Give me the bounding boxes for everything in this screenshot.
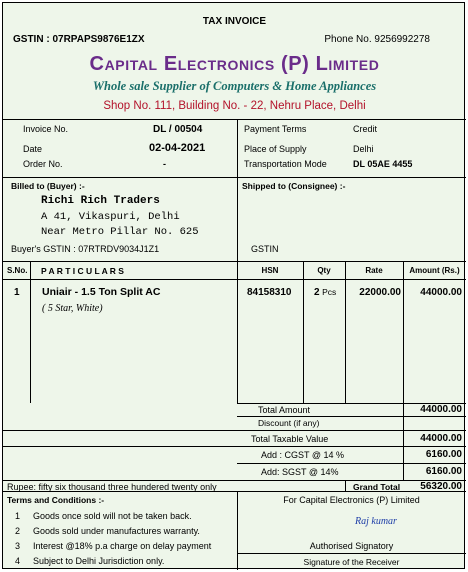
seller-gstin-label: GSTIN : bbox=[13, 34, 50, 45]
divider bbox=[3, 430, 466, 431]
handwritten-signature: Raj kumar bbox=[355, 516, 397, 527]
divider bbox=[345, 261, 346, 403]
company-tagline: Whole sale Supplier of Computers & Home Appliances bbox=[92, 79, 377, 93]
company-address: Shop No. 111, Building No. - 22, Nehru Place, Delhi bbox=[103, 100, 366, 112]
buyer-address-line1: A 41, Vikaspuri, Delhi bbox=[41, 211, 180, 223]
term-number: 2 bbox=[15, 526, 21, 536]
authorised-signatory: Authorised Signatory bbox=[309, 541, 394, 551]
total-amount-label: Total Amount bbox=[258, 405, 311, 415]
company-name: Capital Electronics (P) Limited bbox=[89, 53, 380, 75]
term-text: Interest @18% p.a charge on delay payment bbox=[33, 541, 212, 551]
payment-terms-label: Payment Terms bbox=[244, 124, 307, 134]
transport-label: Transportation Mode bbox=[244, 159, 327, 169]
item-qty: 2 bbox=[314, 287, 320, 298]
divider bbox=[237, 463, 466, 464]
divider bbox=[237, 261, 238, 403]
divider bbox=[237, 553, 466, 554]
cgst-value: 6160.00 bbox=[425, 449, 462, 460]
item-qty-unit: Pcs bbox=[322, 287, 337, 297]
col-header-amount: Amount (Rs.) bbox=[409, 266, 460, 275]
col-header-rate: Rate bbox=[365, 266, 383, 275]
item-hsn: 84158310 bbox=[247, 287, 292, 298]
buyer-address-line2: Near Metro Pillar No. 625 bbox=[41, 226, 199, 238]
discount-label: Discount (if any) bbox=[258, 418, 320, 428]
divider bbox=[237, 119, 238, 177]
divider bbox=[303, 261, 304, 403]
sgst-value: 6160.00 bbox=[425, 466, 462, 477]
order-no: - bbox=[163, 159, 166, 169]
item-amount: 44000.00 bbox=[420, 287, 462, 298]
invoice-date: 02-04-2021 bbox=[149, 142, 206, 154]
payment-terms: Credit bbox=[353, 124, 378, 134]
divider bbox=[3, 261, 466, 262]
grand-total: 56320.00 bbox=[420, 481, 462, 492]
divider bbox=[3, 177, 466, 178]
invoice bbox=[2, 2, 465, 569]
terms-title: Terms and Conditions :- bbox=[7, 495, 105, 505]
transport-mode: DL 05AE 4455 bbox=[353, 159, 413, 169]
seller-phone: Phone No. 9256992278 bbox=[324, 34, 430, 45]
consignee-gstin-label: GSTIN bbox=[251, 244, 279, 254]
item-description: ( 5 Star, White) bbox=[42, 303, 103, 314]
col-header-sno: S.No. bbox=[7, 266, 28, 275]
total-amount: 44000.00 bbox=[420, 404, 462, 415]
billed-to-label: Billed to (Buyer) :- bbox=[11, 181, 85, 191]
divider bbox=[345, 480, 346, 491]
doc-title: TAX INVOICE bbox=[202, 16, 267, 27]
term-text: Goods sold under manufactures warranty. bbox=[33, 526, 200, 536]
place-of-supply-label: Place of Supply bbox=[244, 144, 307, 154]
buyer-name: Richi Rich Traders bbox=[41, 195, 160, 207]
divider bbox=[237, 177, 238, 261]
item-rate: 22000.00 bbox=[359, 287, 401, 298]
grand-total-label: Grand Total bbox=[353, 482, 401, 492]
receiver-signature-label: Signature of the Receiver bbox=[303, 557, 400, 567]
order-no-label: Order No. bbox=[23, 159, 63, 169]
col-header-qty: Qty bbox=[317, 266, 331, 275]
divider bbox=[30, 261, 31, 403]
divider bbox=[3, 480, 466, 481]
seller-gstin-line bbox=[13, 34, 145, 45]
divider bbox=[237, 416, 466, 417]
buyer-gstin: Buyer's GSTIN : 07RTRDV9034J1Z1 bbox=[11, 244, 160, 254]
seller-gstin: 07RPAPS9876E1ZX bbox=[52, 34, 145, 45]
divider bbox=[3, 446, 466, 447]
term-number: 3 bbox=[15, 541, 21, 551]
cgst-label: Add : CGST @ 14 % bbox=[261, 450, 345, 460]
date-label: Date bbox=[23, 144, 43, 154]
col-header-particulars: P A R T I C U L A R S bbox=[41, 266, 124, 276]
sgst-label: Add: SGST @ 14% bbox=[261, 467, 339, 477]
place-of-supply: Delhi bbox=[353, 144, 374, 154]
divider bbox=[3, 279, 466, 280]
amount-in-words: Rupee: fifty six thousand three hundered twenty only bbox=[7, 482, 217, 492]
term-number: 1 bbox=[15, 511, 21, 521]
term-text: Subject to Delhi Jurisdiction only. bbox=[33, 556, 165, 566]
taxable-value-label: Total Taxable Value bbox=[251, 434, 329, 444]
term-text: Goods once sold will not be taken back. bbox=[33, 511, 192, 521]
taxable-value: 44000.00 bbox=[420, 433, 462, 444]
item-qty-cell bbox=[314, 287, 336, 298]
item-name: Uniair - 1.5 Ton Split AC bbox=[42, 286, 161, 298]
divider bbox=[3, 119, 466, 120]
for-company: For Capital Electronics (P) Limited bbox=[283, 495, 420, 505]
invoice-no-label: Invoice No. bbox=[23, 124, 69, 134]
item-sno: 1 bbox=[14, 287, 20, 298]
invoice-no: DL / 00504 bbox=[153, 124, 203, 135]
shipped-to-label: Shipped to (Consignee) :- bbox=[242, 181, 346, 191]
term-number: 4 bbox=[15, 556, 21, 566]
col-header-hsn: HSN bbox=[261, 266, 279, 275]
